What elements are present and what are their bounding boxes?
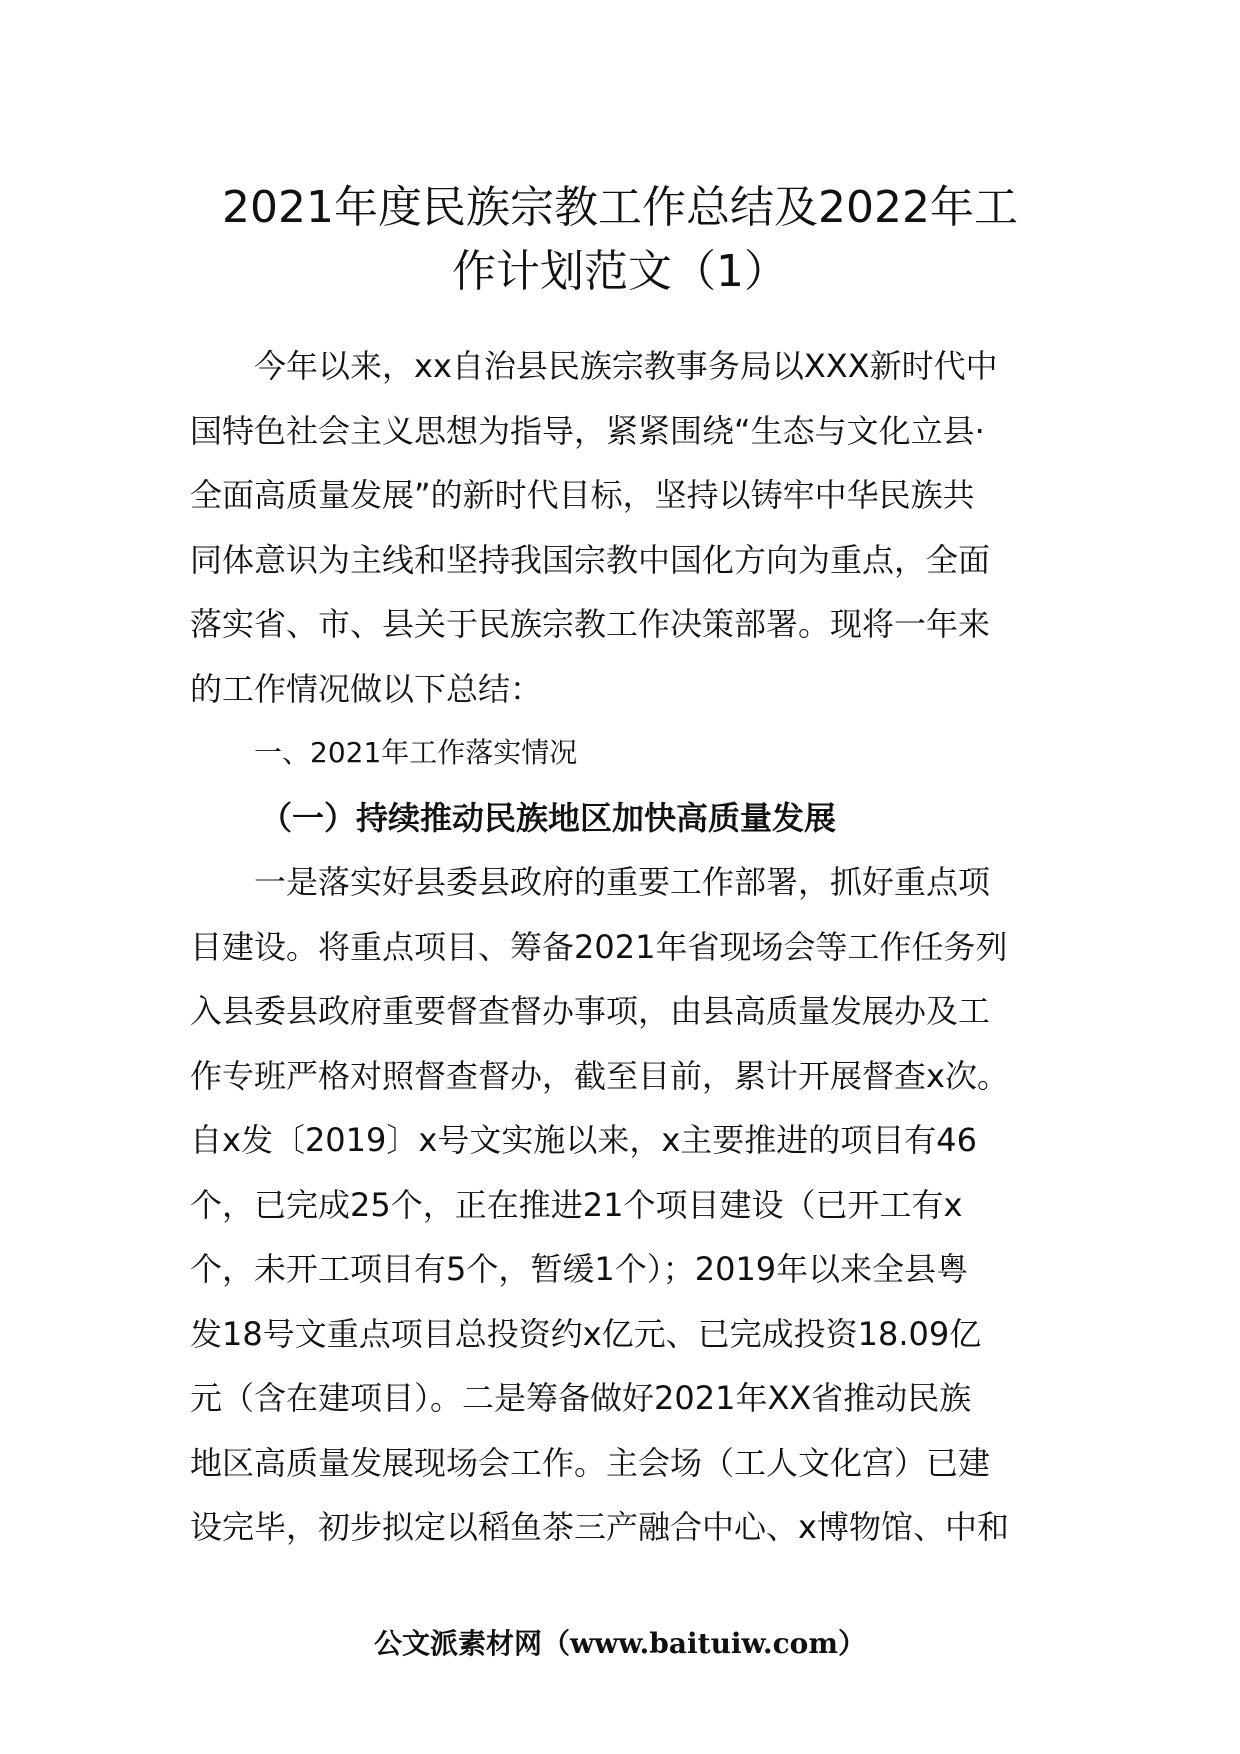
paragraph-line: 发18号文重点项目总投资约x亿元、已完成投资18.09亿 [190,1314,982,1353]
paragraph-line: 自x发〔2019〕x号文实施以来，x主要推进的项目有46 [190,1121,977,1159]
paragraph-line: 地区高质量发展现场会工作。主会场（工人文化宫）已建 [190,1443,991,1482]
paragraph-line: 个，已完成25个，正在推进21个项目建设（已开工有x [190,1185,963,1224]
title-line-2: 作计划范文（1） [452,246,788,297]
paragraph-line: 一是落实好县委县政府的重要工作部署，抓好重点项 [254,863,991,901]
footer-watermark: 公文派素材网（www.baituiw.com） [374,1627,866,1660]
paragraph-line: 全面高质量发展”的新时代目标，坚持以铸牢中华民族共 [190,476,975,514]
document-title [150,176,1090,304]
paragraph-line: 元（含在建项目）。二是筹备做好2021年XX省推动民族 [190,1379,972,1417]
paragraph-line: 作专班严格对照督查督办，截至目前，累计开展督查x次。 [190,1056,1009,1095]
paragraph-line: 落实省、市、县关于民族宗教工作决策部署。现将一年来 [190,605,991,643]
paragraph-line: 个，未开工项目有5个，暂缓1个）；2019年以来全县粤 [190,1250,969,1288]
subsection-heading: （一）持续推动民族地区加快高质量发展 [260,798,837,837]
document-body [190,334,1070,1560]
paragraph-line: 入县委县政府重要督查督办事项，由县高质量发展办及工 [190,992,991,1030]
title-line-1: 2021年度民族宗教工作总结及2022年工 [222,182,1018,233]
paragraph-line: 的工作情况做以下总结： [190,669,543,708]
paragraph-line: 目建设。将重点项目、筹备2021年省现场会等工作任务列 [190,927,1008,966]
paragraph-line: 同体意识为主线和坚持我国宗教中国化方向为重点，全面 [190,540,991,579]
paragraph-line: 设完毕，初步拟定以稻鱼茶三产融合中心、x博物馆、中和 [190,1508,1009,1546]
paragraph-line: 国特色社会主义思想为指导，紧紧围绕“生态与文化立县· [190,411,985,450]
paragraph-line: 今年以来，xx自治县民族宗教事务局以XXX新时代中 [254,347,998,385]
section-heading: 一、2021年工作落实情况 [254,736,578,769]
